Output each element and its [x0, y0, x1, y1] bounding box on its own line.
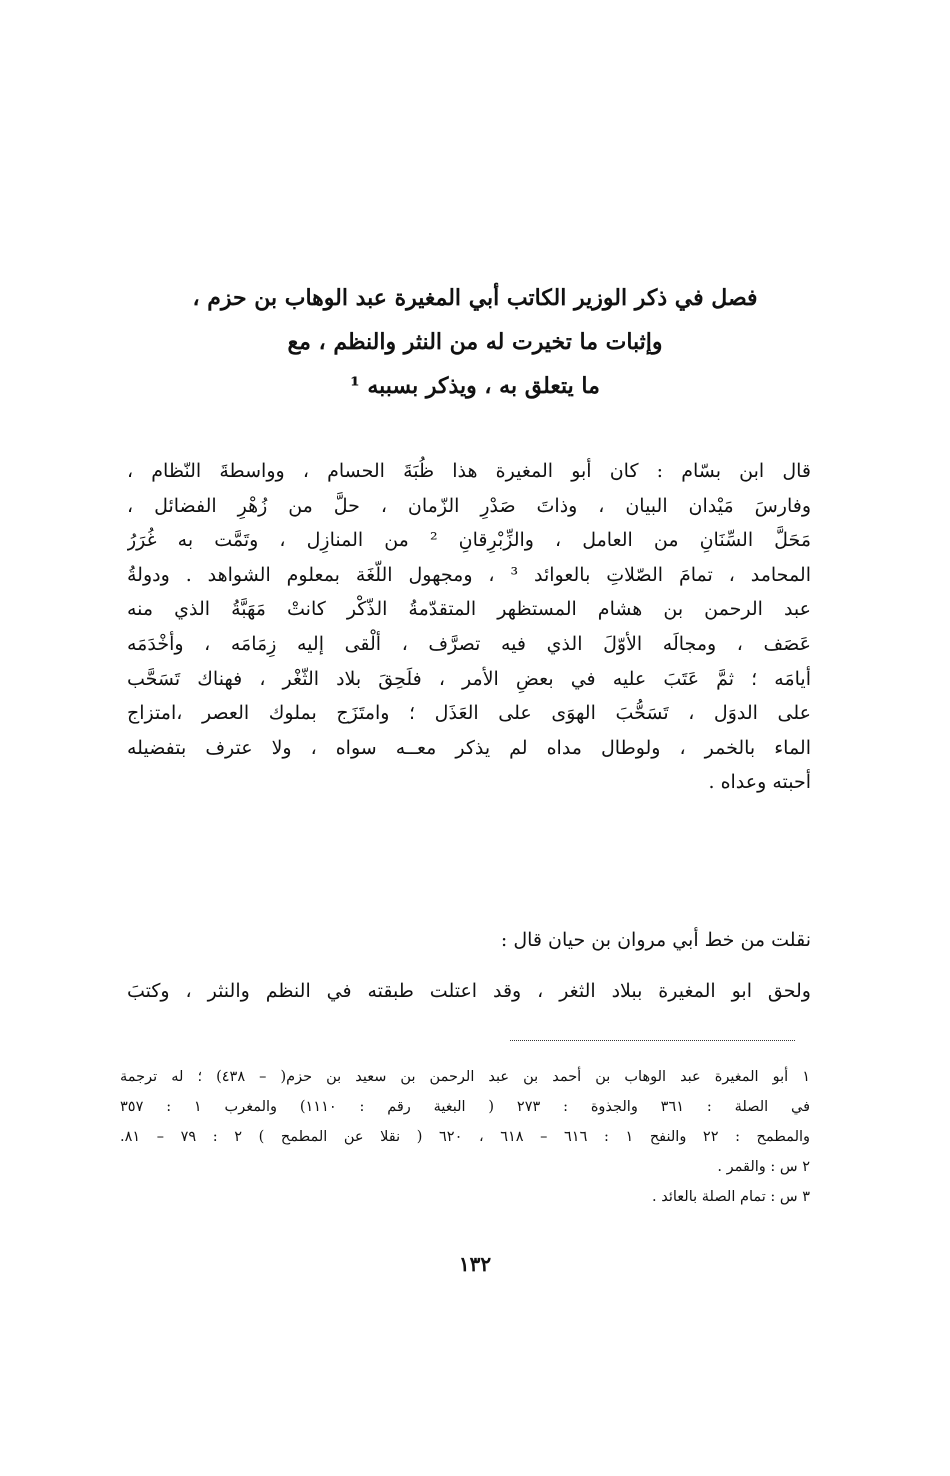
body-paragraph-1 — [127, 454, 811, 800]
page-number: ١٣٢ — [458, 1252, 492, 1276]
heading-line: ما يتعلق به ، ويذكر بسببه ¹ — [350, 373, 600, 399]
text-line: أيامَه ؛ ثمَّ عَتَبَ عليه في بعضِ الأمر ، فلَحِقَ بلاد الثّغْر ، فهناك تَسَحَّب — [127, 667, 811, 690]
body-paragraph-3: ولحق ابو المغيرة ببلاد الثغر ، وقد اعتلت طبقته في النظم والنثر ، وكتبَ — [127, 980, 811, 1002]
footnote-line: ٢ س : والقمر . — [717, 1159, 810, 1175]
heading-line: وإثبات ما تخيرت له من النثر والنظم ، مع — [287, 329, 663, 355]
text-line: عبد الرحمن بن هشام المستظهر المتقدّمةُ الذّكْر كانتْ مَهَبَّةُ الذي منه — [127, 598, 811, 621]
footnote-line: والمطمح : ٢٢ والنفح ١ : ٦١٦ – ٦١٨ ، ٦٢٠ ( نقلا عن المطمح ) ٢ : ٧٩ – ٨١. — [120, 1129, 810, 1145]
text-line: المحامد ، تمامَ الصّلاتِ بالعوائد ³ ، ومجهول اللّغَة بمعلوم الشواهد . ودولةُ — [127, 563, 811, 586]
text-line: أحبته وعداه . — [708, 771, 811, 794]
text-line: قال ابن بسّام : كان أبو المغيرة هذا ظُبَةَ الحسام ، وواسطةَ النّظام ، — [127, 460, 811, 482]
text-line: عَصَف ، ومجالَه الأوّلَ الذي فيه تصرَّف ، ألْقى إليه زِمَامَه ، وأخْدَمَه — [127, 632, 811, 655]
footnote-line: ٣ س : تمام الصلة بالعائد . — [652, 1189, 810, 1205]
footnote-line: في الصلة : ٣٦١ والجذوة : ٢٧٣ ( البغية رقم : ١١١٠) والمغرب ١ : ٣٥٧ — [120, 1099, 810, 1115]
footnotes — [120, 1062, 810, 1212]
heading-line: فصل في ذكر الوزير الكاتب أبي المغيرة عبد الوهاب بن حزم ، — [192, 285, 758, 311]
text-line: مَحَلَّ السِّنَانِ من العامل ، والزِّبْرِقانِ ² من المنازِل ، وتَمَّت به غُرَرُ — [127, 529, 811, 552]
body-paragraph-2: نقلت من خط أبي مروان بن حيان قال : — [500, 929, 811, 951]
footnote-divider — [510, 1040, 795, 1041]
text-line: وفارسَ مَيْدان البيان ، وذاتَ صَدْرِ الزّمان ، حلَّ من زُهْرِ الفضائل ، — [127, 494, 811, 517]
text-line: على الدوَل ، تَسَحُّبَ الهوَى على العَذَل ؛ وامتَزَج بملوك العصر ،امتزاج — [127, 702, 811, 725]
text-line: الماء بالخمر ، ولوطال مداه لم يذكر معــه سواه ، ولا عترف بتفضيله — [127, 736, 811, 759]
footnote-line: ١ أبو المغيرة عبد الوهاب بن أحمد بن عبد الرحمن بن سعيد بن حزم( – ٤٣٨) ؛ له ترجمة — [120, 1069, 810, 1085]
section-heading — [120, 276, 830, 408]
